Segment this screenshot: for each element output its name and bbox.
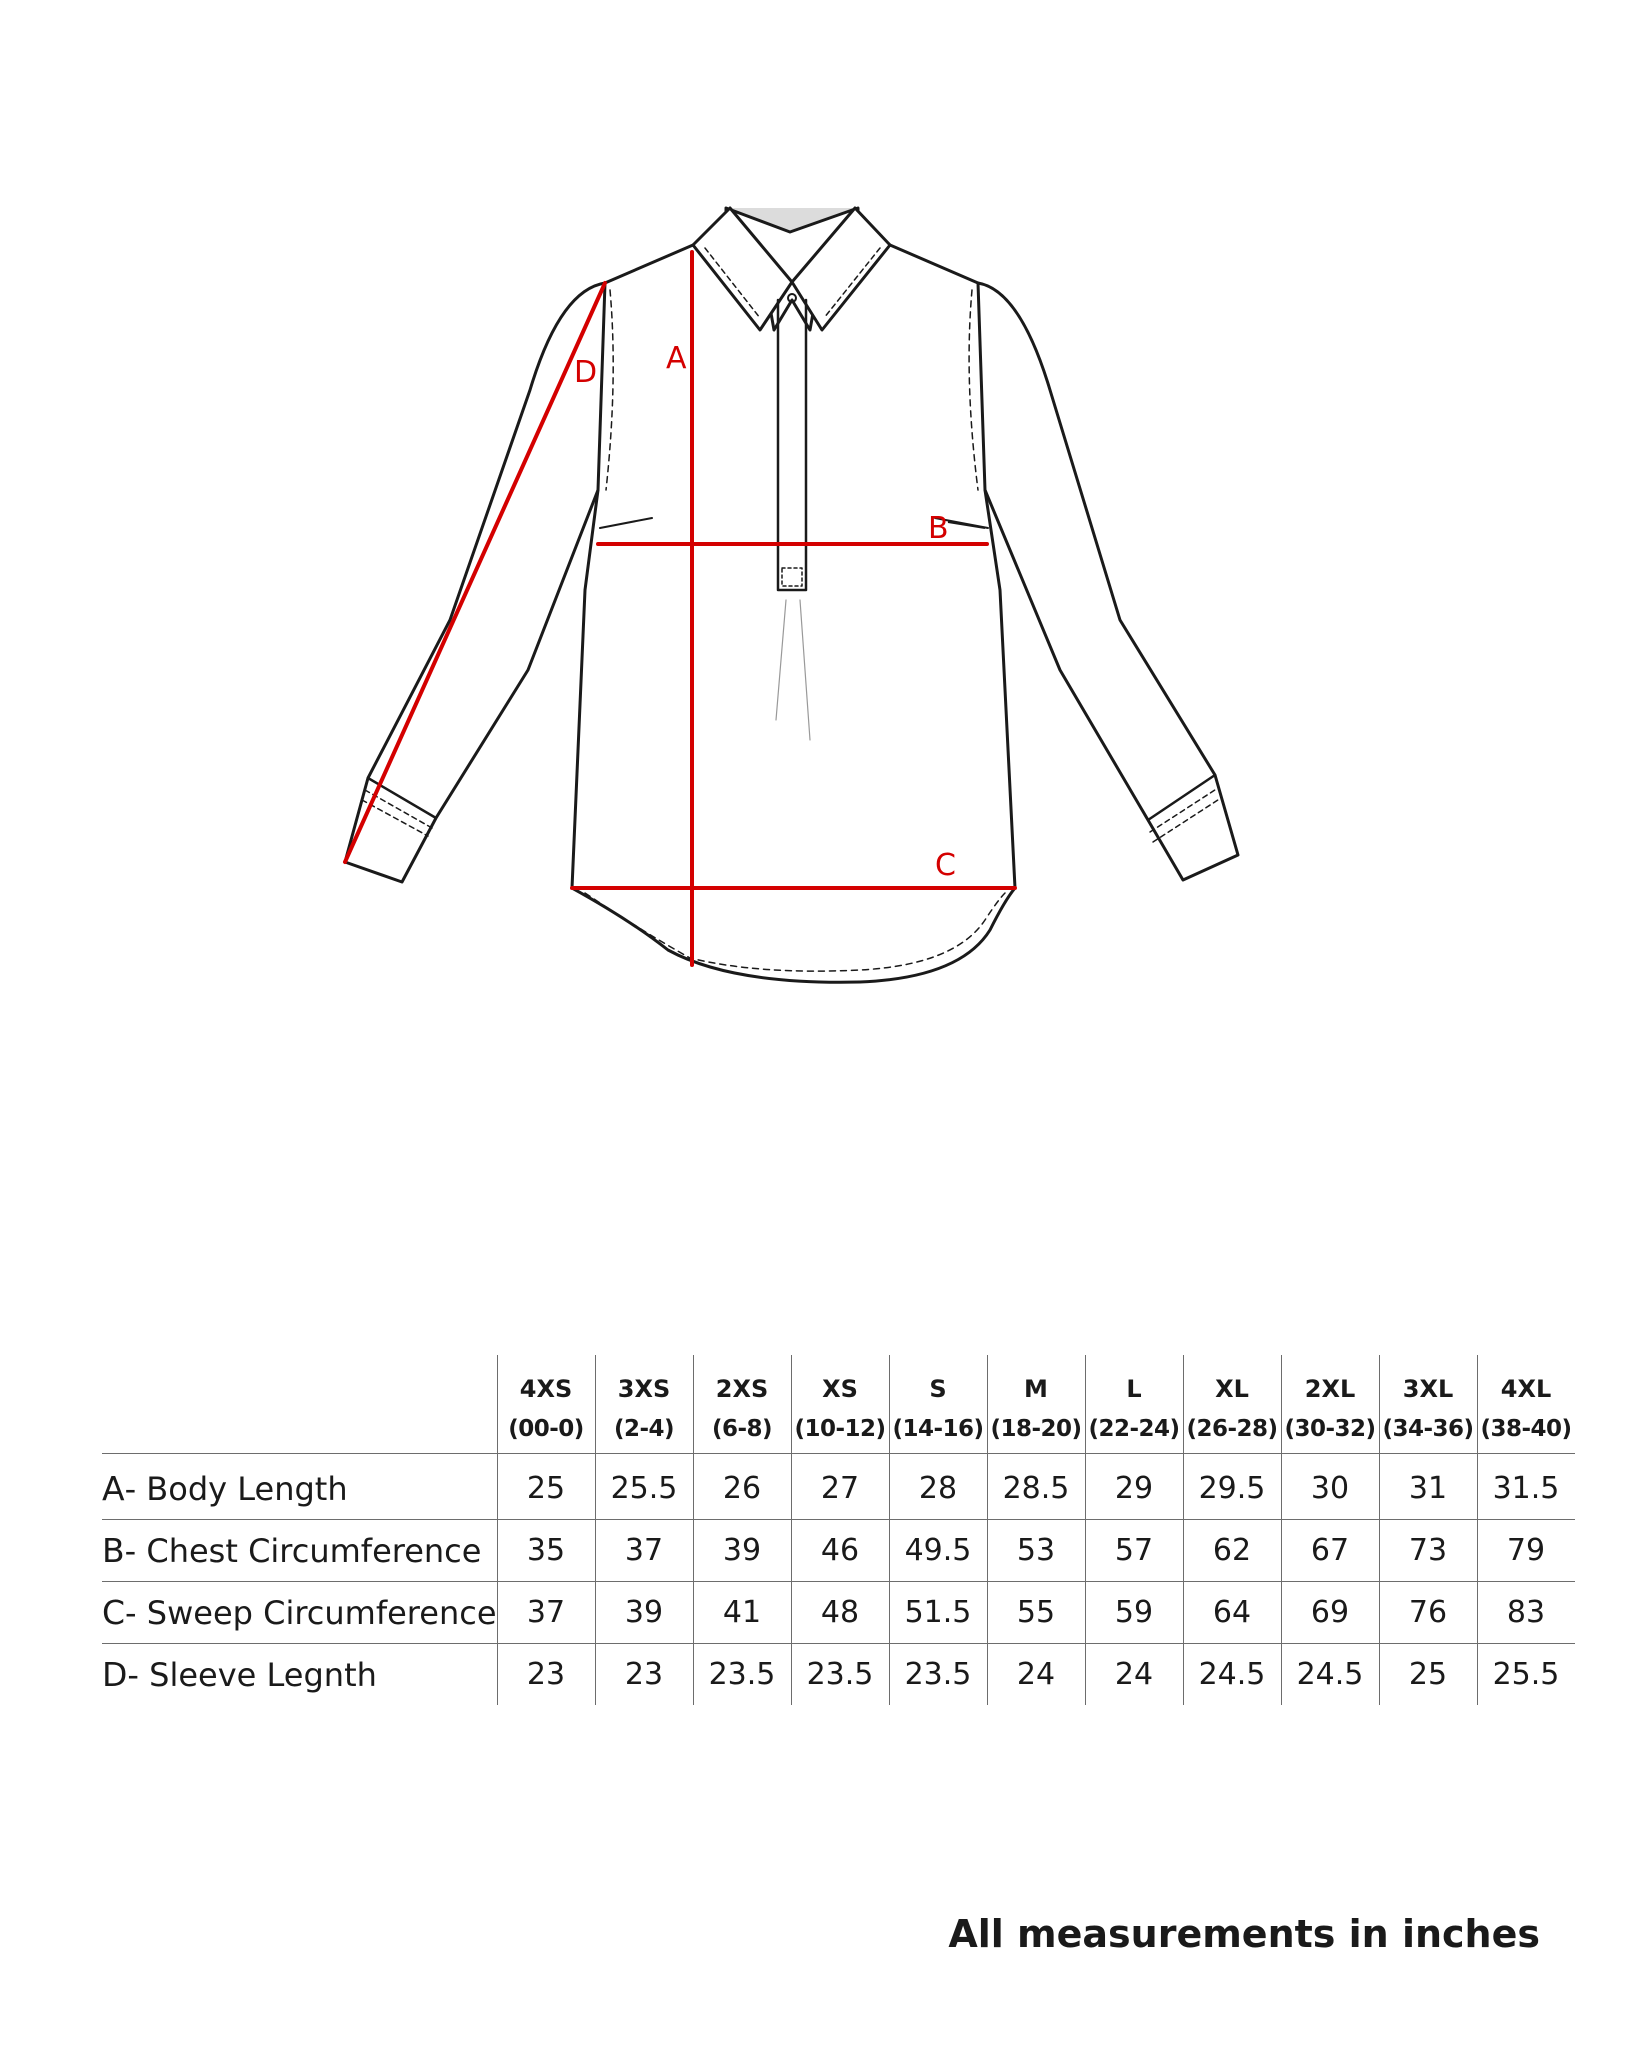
table-cell: 83: [1477, 1582, 1575, 1644]
table-cell: 23.5: [693, 1644, 791, 1706]
table-cell: 67: [1281, 1520, 1379, 1582]
table-cell: 28.5: [987, 1454, 1085, 1520]
table-cell: 64: [1183, 1582, 1281, 1644]
size-name: 2XL: [1304, 1375, 1356, 1403]
table-cell: 35: [497, 1520, 595, 1582]
table-row: [102, 1520, 1575, 1582]
table-cell: 73: [1379, 1520, 1477, 1582]
measure-label-d: D: [574, 355, 598, 390]
size-range: (10-12): [794, 1416, 886, 1442]
placket-tab: [782, 568, 802, 586]
table-cell: 37: [595, 1520, 693, 1582]
size-range: (38-40): [1480, 1416, 1572, 1442]
size-name: XS: [822, 1375, 858, 1403]
size-range: (34-36): [1382, 1416, 1474, 1442]
armhole-stitch-left: [606, 290, 613, 490]
size-col-header: [1379, 1355, 1477, 1454]
row-name: - Sleeve Legnth: [127, 1656, 377, 1694]
row-letter: D: [102, 1655, 128, 1694]
size-name: 2XS: [715, 1375, 769, 1403]
measure-label-c: C: [935, 848, 956, 883]
table-cell: 46: [791, 1520, 889, 1582]
table-cell: 59: [1085, 1582, 1183, 1644]
table-cell: 51.5: [889, 1582, 987, 1644]
hem-stitch: [585, 893, 1005, 971]
size-col-header: [1477, 1355, 1575, 1454]
row-label: [102, 1520, 497, 1582]
table-cell: 39: [693, 1520, 791, 1582]
size-col-header: [693, 1355, 791, 1454]
measure-b-leader: [948, 522, 985, 528]
row-name: - Sweep Circumference: [125, 1594, 497, 1632]
size-col-header: [1085, 1355, 1183, 1454]
measure-label-b: B: [928, 511, 949, 546]
table-cell: 25: [1379, 1644, 1477, 1706]
table-cell: 30: [1281, 1454, 1379, 1520]
size-name: 3XL: [1402, 1375, 1454, 1403]
table-cell: 23.5: [791, 1644, 889, 1706]
size-chart-table: [102, 1355, 1575, 1705]
armhole-stitch-right: [969, 290, 978, 490]
row-letter: B: [102, 1531, 125, 1570]
size-name: 4XS: [519, 1375, 573, 1403]
size-range: (26-28): [1186, 1416, 1278, 1442]
table-row: [102, 1582, 1575, 1644]
table-cell: 55: [987, 1582, 1085, 1644]
table-cell: 23.5: [889, 1644, 987, 1706]
size-name: M: [1024, 1375, 1048, 1403]
table-cell: 26: [693, 1454, 791, 1520]
size-col-header: [1281, 1355, 1379, 1454]
table-cell: 24: [1085, 1644, 1183, 1706]
cuff-right: [1148, 775, 1215, 820]
table-cell: 31: [1379, 1454, 1477, 1520]
row-label: [102, 1582, 497, 1644]
table-corner: [102, 1355, 497, 1454]
size-name: XL: [1215, 1375, 1249, 1403]
size-col-header: [1183, 1355, 1281, 1454]
size-range: (2-4): [613, 1416, 675, 1442]
table-cell: 57: [1085, 1520, 1183, 1582]
table-row: [102, 1454, 1575, 1520]
measure-label-a: A: [666, 341, 687, 376]
table-cell: 24.5: [1183, 1644, 1281, 1706]
size-col-header: [497, 1355, 595, 1454]
row-letter: C: [102, 1593, 126, 1632]
row-label: [102, 1644, 497, 1706]
table-cell: 25.5: [1477, 1644, 1575, 1706]
table-row: [102, 1644, 1575, 1706]
row-label: [102, 1454, 497, 1520]
table-cell: 24.5: [1281, 1644, 1379, 1706]
table-cell: 25: [497, 1454, 595, 1520]
size-header-row: [102, 1355, 1575, 1454]
dart-left: [600, 518, 652, 528]
table-cell: 41: [693, 1582, 791, 1644]
table-cell: 37: [497, 1582, 595, 1644]
table-cell: 23: [595, 1644, 693, 1706]
size-name: L: [1126, 1375, 1142, 1403]
table-cell: 48: [791, 1582, 889, 1644]
size-range: (30-32): [1284, 1416, 1376, 1442]
table-cell: 39: [595, 1582, 693, 1644]
size-col-header: [595, 1355, 693, 1454]
table-cell: 27: [791, 1454, 889, 1520]
size-name: 4XL: [1500, 1375, 1552, 1403]
table-cell: 53: [987, 1520, 1085, 1582]
table-cell: 28: [889, 1454, 987, 1520]
table-cell: 29: [1085, 1454, 1183, 1520]
placket: [778, 300, 806, 590]
size-range: (22-24): [1088, 1416, 1180, 1442]
size-col-header: [889, 1355, 987, 1454]
row-name: - Body Length: [124, 1470, 348, 1508]
table-cell: 29.5: [1183, 1454, 1281, 1520]
size-col-header: [987, 1355, 1085, 1454]
table-cell: 76: [1379, 1582, 1477, 1644]
size-col-header: [791, 1355, 889, 1454]
size-range: (6-8): [711, 1416, 773, 1442]
shirt-outline: [345, 208, 1238, 982]
size-name: S: [929, 1375, 947, 1403]
table-cell: 62: [1183, 1520, 1281, 1582]
placket-fold: [776, 600, 810, 740]
size-name: 3XS: [617, 1375, 671, 1403]
table-cell: 24: [987, 1644, 1085, 1706]
table-cell: 25.5: [595, 1454, 693, 1520]
size-range: (14-16): [892, 1416, 984, 1442]
table-cell: 69: [1281, 1582, 1379, 1644]
sleeve-right: [978, 283, 1238, 880]
table-cell: 49.5: [889, 1520, 987, 1582]
size-range: (18-20): [990, 1416, 1082, 1442]
table-cell: 23: [497, 1644, 595, 1706]
table-cell: 79: [1477, 1520, 1575, 1582]
row-name: - Chest Circumference: [124, 1532, 482, 1570]
table-cell: 31.5: [1477, 1454, 1575, 1520]
row-letter: A: [102, 1469, 125, 1508]
size-range: (00-0): [508, 1416, 584, 1442]
measurement-unit-note: All measurements in inches: [948, 1912, 1540, 1956]
